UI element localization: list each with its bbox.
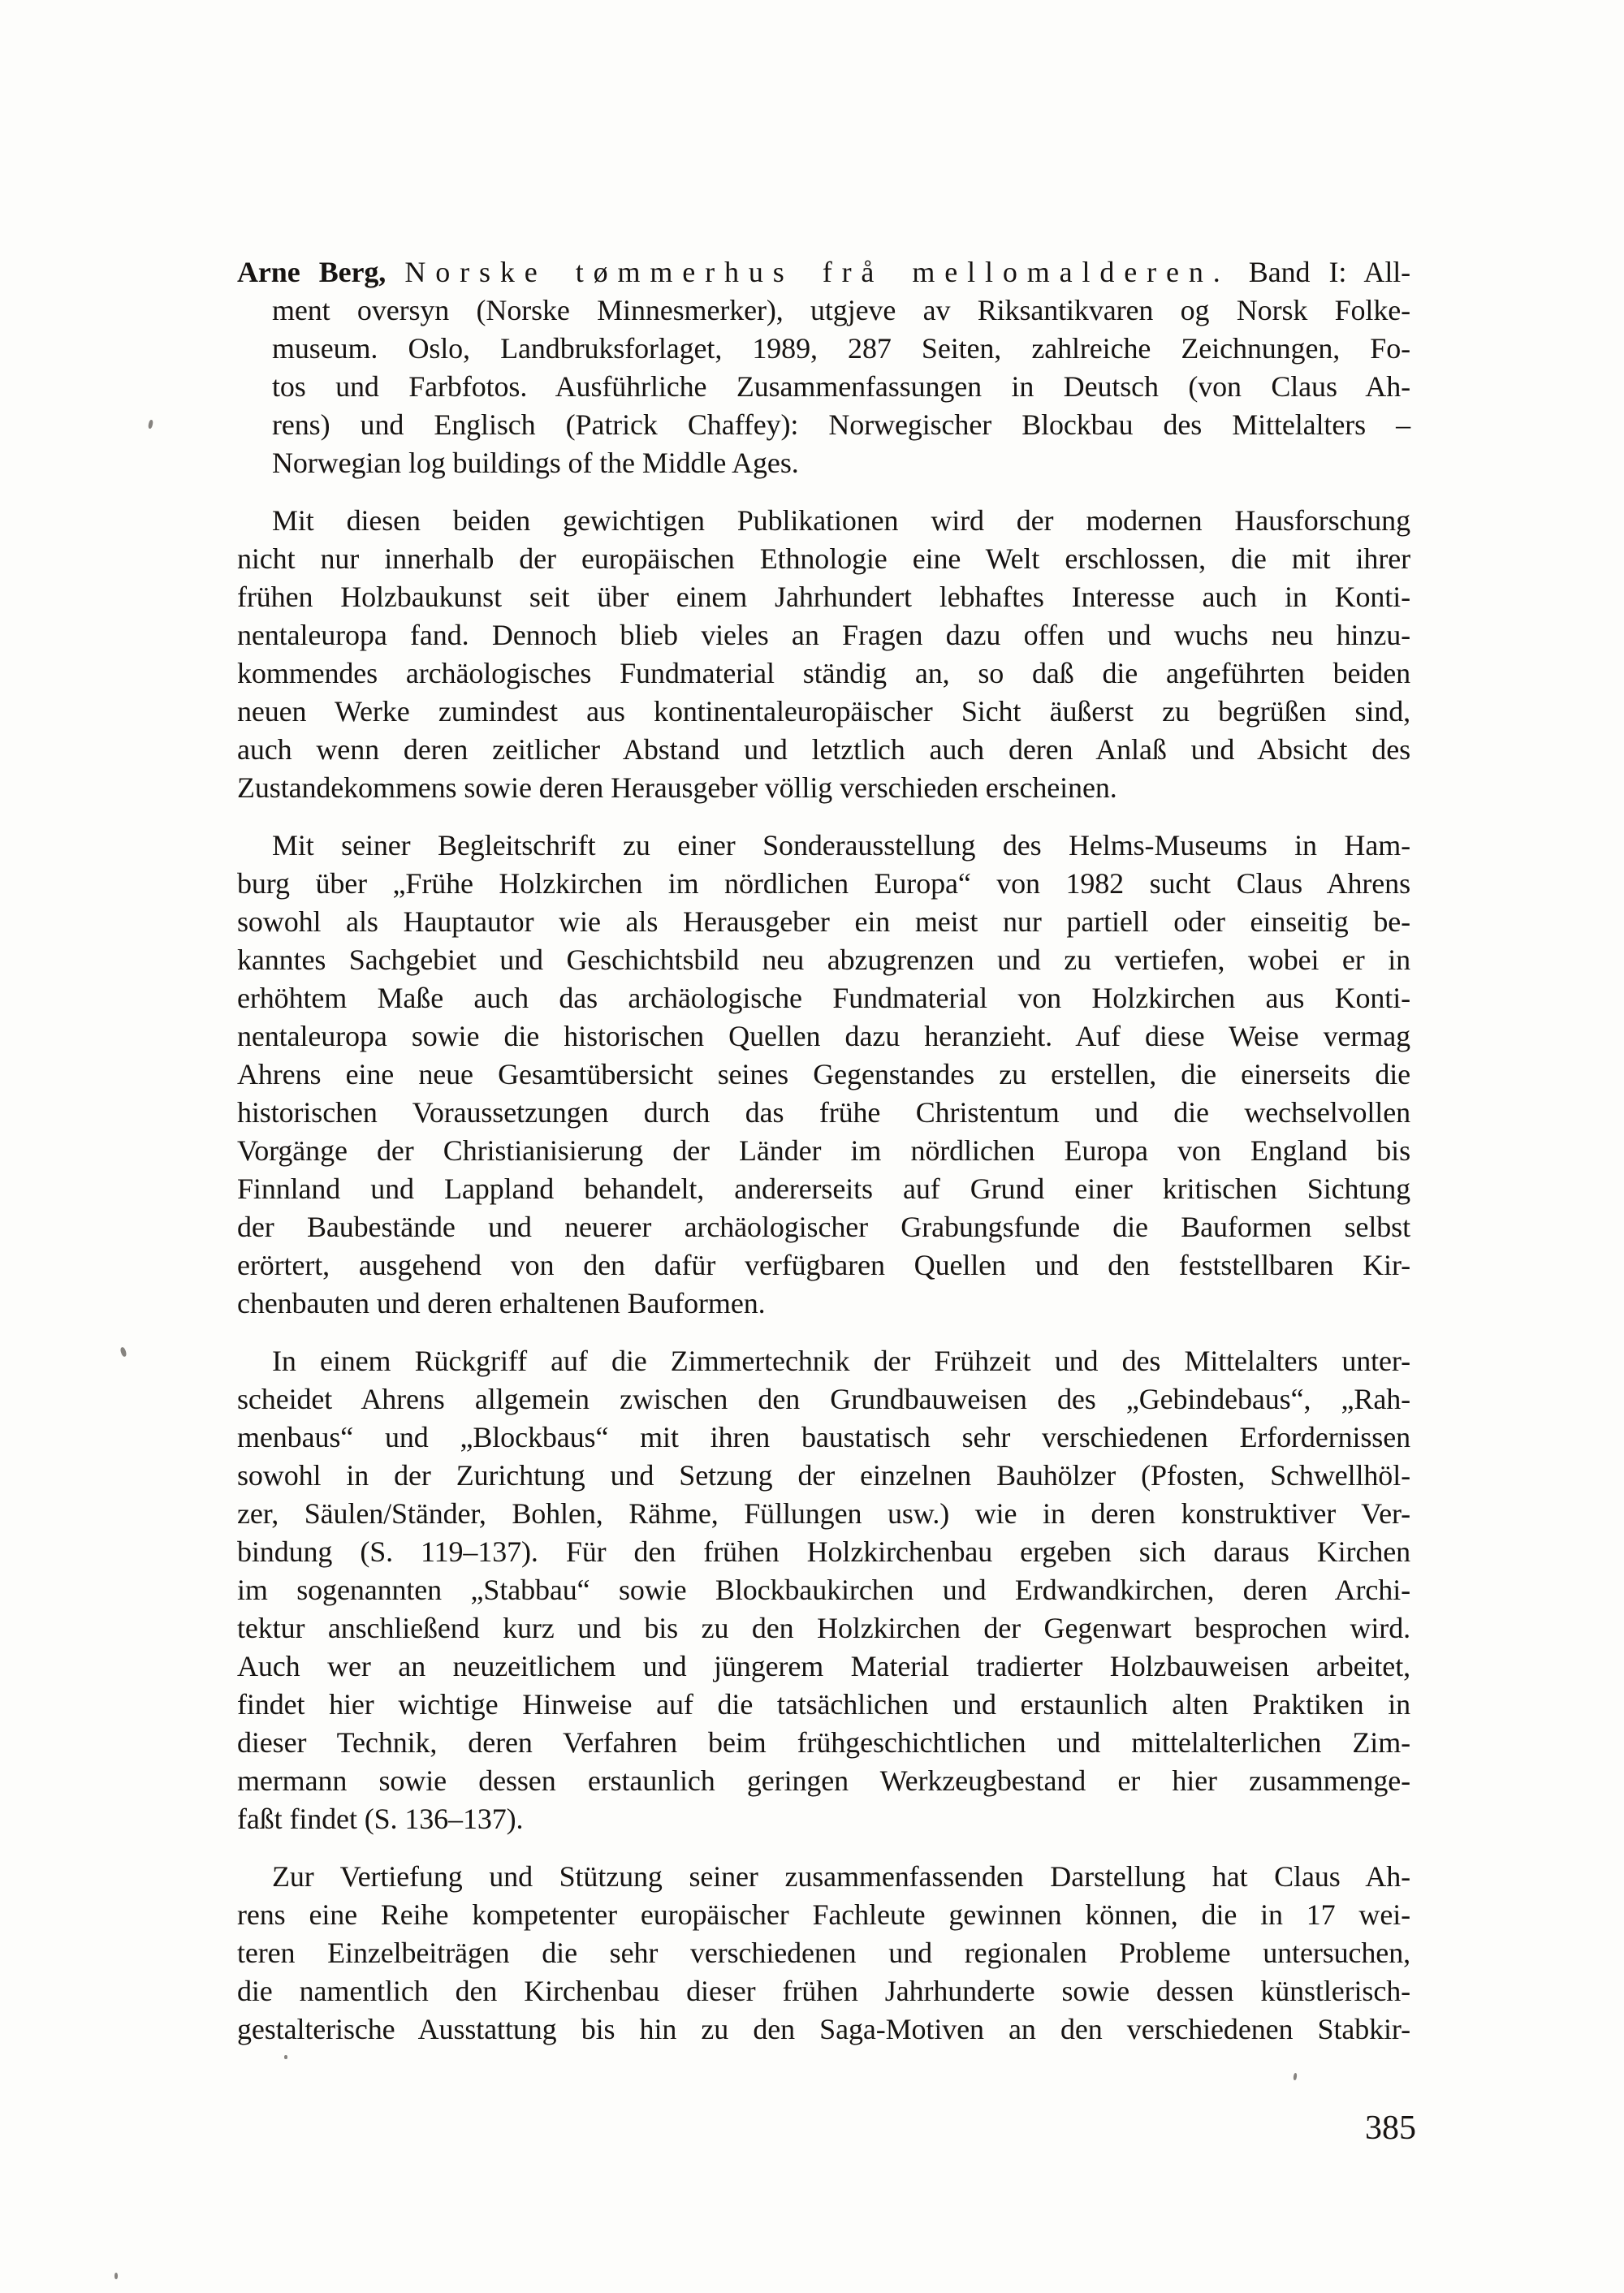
- text-line: mermann sowie dessen erstaunlich geringen Werkzeugbestand er hier zusammenge-: [237, 1764, 1410, 1797]
- review-paragraph: [237, 827, 1410, 1323]
- scan-speck: [114, 2273, 118, 2279]
- text-line: zer, Säulen/Ständer, Bohlen, Rähme, Füllungen usw.) wie in deren konstruktiver Ver-: [237, 1497, 1410, 1530]
- text-line: gestalterische Ausstattung bis hin zu den Saga-Motiven an den verschiedenen Stabkir-: [237, 2013, 1410, 2045]
- text-line: museum. Oslo, Landbruksforlaget, 1989, 287 Seiten, zahlreiche Zeichnungen, Fo-: [272, 332, 1410, 365]
- text-line: die namentlich den Kirchenbau dieser frühen Jahrhunderte sowie dessen künstlerisch-: [237, 1975, 1410, 2007]
- text-line: frühen Holzbaukunst seit über einem Jahrhundert lebhaftes Interesse auch in Konti-: [237, 581, 1410, 613]
- text-line: sowohl als Hauptautor wie als Herausgeber ein meist nur partiell oder einseitig be-: [237, 905, 1410, 938]
- text-line: erhöhtem Maße auch das archäologische Fundmaterial von Holzkirchen aus Konti-: [237, 982, 1410, 1014]
- text-line: chenbauten und deren erhaltenen Bauformen.: [237, 1287, 766, 1319]
- text-line: Finnland und Lappland behandelt, andererseits auf Grund einer kritischen Sichtung: [237, 1172, 1410, 1205]
- text-line: nicht nur innerhalb der europäischen Ethnologie eine Welt erschlossen, die mit ihrer: [237, 542, 1410, 575]
- text-line: faßt findet (S. 136–137).: [237, 1803, 524, 1835]
- text-line: Zur Vertiefung und Stützung seiner zusammenfassenden Darstellung hat Claus Ah-: [272, 1860, 1410, 1893]
- text-line: Mit diesen beiden gewichtigen Publikationen wird der modernen Hausforschung: [272, 504, 1410, 537]
- review-author: Arne Berg,: [237, 256, 387, 288]
- review-paragraph: [237, 502, 1410, 807]
- scan-speck: [1293, 2073, 1297, 2080]
- text-line: rens) und Englisch (Patrick Chaffey): Norwegischer Blockbau des Mittelalters –: [272, 408, 1410, 441]
- text-line: sowohl in der Zurichtung und Setzung der einzelnen Bauhölzer (Pfosten, Schwellhöl-: [237, 1459, 1410, 1492]
- text-line: dieser Technik, deren Verfahren beim frühgeschichtlichen und mittelalterlichen Zim-: [237, 1726, 1410, 1759]
- heading-band-info: Band I: All-: [1248, 256, 1411, 288]
- text-line: erörtert, ausgehend von den dafür verfügbaren Quellen und den feststellbaren Kir-: [237, 1249, 1410, 1281]
- text-line: nentaleuropa fand. Dennoch blieb vieles an Fragen dazu offen und wuchs neu hinzu-: [237, 619, 1410, 651]
- heading-line-first: [237, 253, 1410, 291]
- text-line: kanntes Sachgebiet und Geschichtsbild neu abzugrenzen und zu vertiefen, wobei er in: [237, 944, 1410, 976]
- scan-speck: [119, 1346, 127, 1357]
- text-line: ment oversyn (Norske Minnesmerker), utgjeve av Riksantikvaren og Norsk Folke-: [272, 294, 1410, 326]
- text-line: Zustandekommens sowie deren Herausgeber völlig verschieden erscheinen.: [237, 771, 1117, 804]
- review-title-spaced: Norske tømmerhus frå mellomalderen.: [404, 256, 1230, 288]
- text-line: bindung (S. 119–137). Für den frühen Holzkirchenbau ergeben sich daraus Kirchen: [237, 1535, 1410, 1568]
- text-line: tos und Farbfotos. Ausführliche Zusammenfassungen in Deutsch (von Claus Ah-: [272, 370, 1410, 403]
- text-line: nentaleuropa sowie die historischen Quellen dazu heranzieht. Auf diese Weise vermag: [237, 1020, 1410, 1052]
- text-line: historischen Voraussetzungen durch das frühe Christentum und die wechselvollen: [237, 1096, 1410, 1129]
- text-line: auch wenn deren zeitlicher Abstand und letztlich auch deren Anlaß und Absicht des: [237, 733, 1410, 766]
- text-line: menbaus“ und „Blockbaus“ mit ihren baustatisch sehr verschiedenen Erfordernissen: [237, 1421, 1410, 1453]
- text-line: findet hier wichtige Hinweise auf die tatsächlichen und erstaunlich alten Praktiken in: [237, 1688, 1410, 1721]
- review-paragraphs: [237, 502, 1410, 2049]
- text-line: Norwegian log buildings of the Middle Ages.: [272, 447, 799, 479]
- review-paragraph: [237, 1342, 1410, 1838]
- text-line: scheidet Ahrens allgemein zwischen den Grundbauweisen des „Gebindebaus“, „Rah-: [237, 1383, 1410, 1415]
- text-line: neuen Werke zumindest aus kontinentaleuropäischer Sicht äußerst zu begrüßen sind,: [237, 695, 1410, 728]
- text-line: teren Einzelbeiträgen die sehr verschiedenen und regionalen Probleme untersuchen,: [237, 1937, 1410, 1969]
- text-line: rens eine Reihe kompetenter europäischer Fachleute gewinnen können, die in 17 wei-: [237, 1898, 1410, 1931]
- review-text-block: [237, 253, 1410, 2049]
- page-number: 385: [1365, 2109, 1416, 2147]
- text-line: Mit seiner Begleitschrift zu einer Sonderausstellung des Helms-Museums in Ham-: [272, 829, 1410, 861]
- text-line: Vorgänge der Christianisierung der Länder im nördlichen Europa von England bis: [237, 1134, 1410, 1167]
- review-heading: [237, 253, 1410, 482]
- text-line: der Baubestände und neuerer archäologischer Grabungsfunde die Bauformen selbst: [237, 1211, 1410, 1243]
- text-line: kommendes archäologisches Fundmaterial ständig an, so daß die angeführten beiden: [237, 657, 1410, 689]
- review-paragraph: [237, 1858, 1410, 2049]
- scan-speck: [284, 2055, 287, 2059]
- text-line: im sogenannten „Stabbau“ sowie Blockbaukirchen und Erdwandkirchen, deren Archi-: [237, 1574, 1410, 1606]
- text-line: Ahrens eine neue Gesamtübersicht seines Gegenstandes zu erstellen, die einerseits die: [237, 1058, 1410, 1090]
- text-line: Auch wer an neuzeitlichem und jüngerem Material tradierter Holzbauweisen arbeitet,: [237, 1650, 1410, 1682]
- text-line: burg über „Frühe Holzkirchen im nördlichen Europa“ von 1982 sucht Claus Ahrens: [237, 867, 1410, 900]
- scan-speck: [148, 420, 153, 430]
- text-line: tektur anschließend kurz und bis zu den Holzkirchen der Gegenwart besprochen wird.: [237, 1612, 1410, 1644]
- text-line: In einem Rückgriff auf die Zimmertechnik der Frühzeit und des Mittelalters unter-: [272, 1345, 1410, 1377]
